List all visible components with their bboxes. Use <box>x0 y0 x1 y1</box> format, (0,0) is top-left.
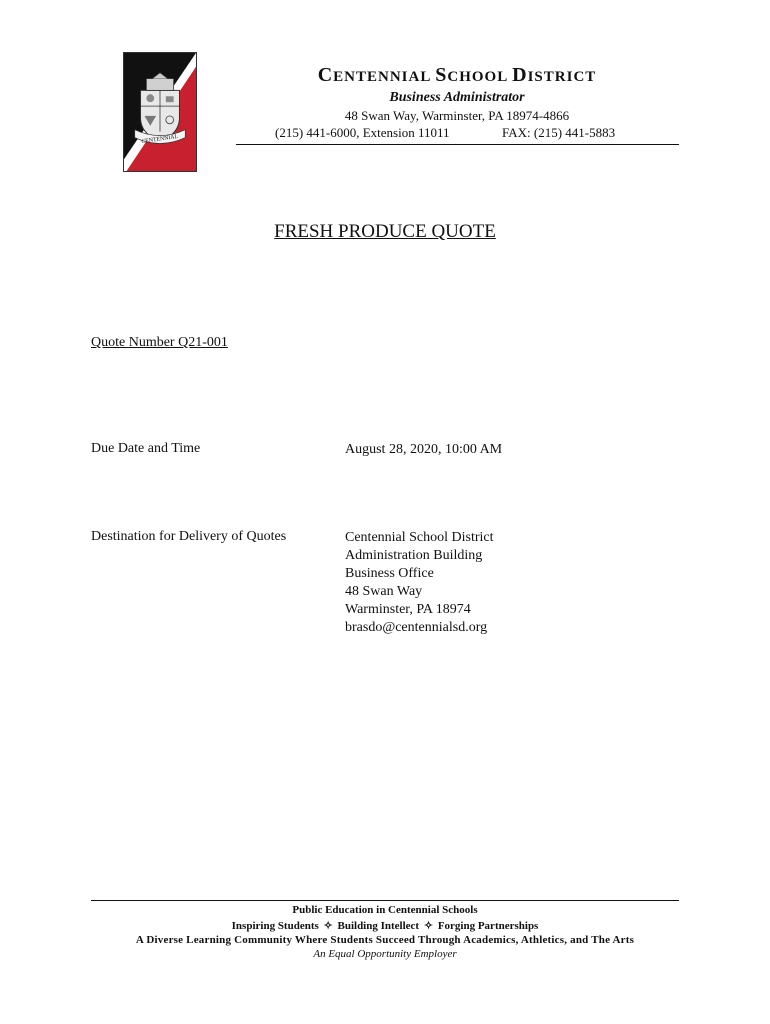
quote-number: Quote Number Q21-001 <box>91 335 228 350</box>
destination-address <box>345 529 494 637</box>
office-address: 48 Swan Way, Warminster, PA 18974-4866 <box>344 108 570 123</box>
office-phone: (215) 441-6000, Extension 11011 <box>275 125 450 140</box>
destination-email: brasdo@centennialsd.org <box>345 620 488 635</box>
svg-text:CENTENNIAL: CENTENNIAL <box>141 133 179 146</box>
due-date-value: August 28, 2020, 10:00 AM <box>345 442 503 457</box>
destination-line: 48 Swan Way <box>345 584 423 599</box>
due-date-label: Due Date and Time <box>91 441 201 456</box>
footer-line-4: An Equal Opportunity Employer <box>313 948 457 960</box>
office-title: Business Administrator <box>389 90 525 105</box>
footer-line-1: Public Education in Centennial Schools <box>292 904 478 916</box>
header-divider <box>236 144 679 145</box>
office-fax: FAX: (215) 441-5883 <box>502 125 616 140</box>
document-title: FRESH PRODUCE QUOTE <box>274 221 496 242</box>
sparkle-icon: ✧ <box>423 920 434 932</box>
destination-line: Administration Building <box>345 548 483 563</box>
destination-line: Warminster, PA 18974 <box>345 602 471 617</box>
destination-line: Business Office <box>345 566 434 581</box>
destination-line: Centennial School District <box>345 530 494 545</box>
destination-label: Destination for Delivery of Quotes <box>91 529 287 544</box>
sparkle-icon: ✧ <box>323 920 333 932</box>
footer-divider <box>91 900 679 901</box>
footer-line-3: A Diverse Learning Community Where Students Succeed Through Academics, Athletics, and The Arts <box>135 934 635 946</box>
crest-icon <box>124 53 196 171</box>
district-logo <box>123 52 197 172</box>
district-name: CENTENNIAL SCHOOL DISTRICT <box>317 64 597 86</box>
footer-motto: Inspiring Students ✧ Building Intellect ✧ Forging Partnerships <box>231 920 539 932</box>
